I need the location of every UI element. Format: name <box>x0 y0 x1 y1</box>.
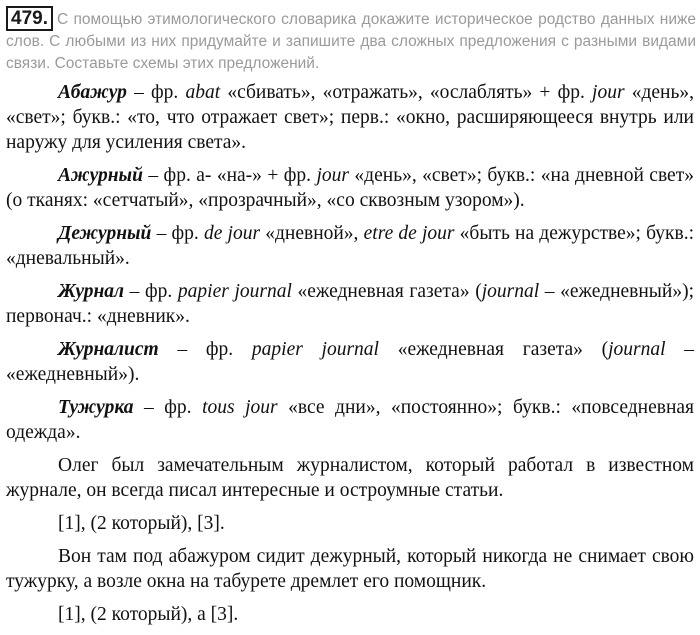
entry-text: «ежедневная газета» ( <box>378 339 609 360</box>
foreign-word: papier journal <box>177 281 292 302</box>
foreign-word: tous jour <box>202 397 278 418</box>
etymology-entry <box>6 395 694 445</box>
foreign-word: abat <box>185 82 221 103</box>
entry-term: Дежурный <box>58 223 152 244</box>
foreign-word: jour <box>316 165 349 186</box>
entry-text: – фр. а- «на-» + фр. <box>142 165 317 186</box>
entry-text: «все дни», «постоянно»; букв.: «повседневная одежда». <box>6 397 695 443</box>
task-instruction: С помощью этимологического словарика докажите историческое родство данных ниже слов. С любыми из них придумайте и запишите два сложных предложения с разными видами связи. Составьте схемы этих предложений. <box>6 11 696 72</box>
entry-text: «дневной», <box>260 223 364 244</box>
entry-text: – фр. <box>133 397 203 418</box>
entry-text: – фр. <box>126 82 186 103</box>
sentence-scheme-1: [1], (2 который), [3]. <box>58 513 225 534</box>
foreign-word: etre de jour <box>363 223 455 244</box>
etymology-entries <box>6 80 694 445</box>
entry-text: – «ежедневный»). <box>6 339 695 385</box>
foreign-word: de jour <box>203 223 261 244</box>
sentence-scheme-2: [1], (2 который), а [3]. <box>58 604 239 625</box>
entry-text: «сбивать», «отражать», «ослаблять» + фр. <box>220 82 593 103</box>
entry-text: – фр. <box>124 281 178 302</box>
etymology-entry <box>6 163 694 213</box>
etymology-entry <box>6 80 694 155</box>
entry-text: «день», «свет»; букв.: «то, что отражает свет»; перв.: «окно, расширяющееся внутрь или наружу для усиления света». <box>6 82 695 153</box>
etymology-entry <box>6 337 694 387</box>
example-sentence-1: Олег был замечательным журналистом, который работал в известном журнале, он всегда писал интересные и остроумные статьи. <box>6 455 694 501</box>
task-header <box>6 6 696 75</box>
entry-text: – «ежедневный»); первонач.: «дневник». <box>6 281 694 327</box>
entry-term: Тужурка <box>58 397 134 418</box>
answer-text <box>6 80 694 635</box>
etymology-entry <box>6 279 694 329</box>
entry-text: – фр. <box>158 339 252 360</box>
entry-term: Журнал <box>58 281 125 302</box>
entry-text: – фр. <box>151 223 204 244</box>
foreign-word: journal <box>608 339 666 360</box>
entry-text: «ежедневная газета» ( <box>291 281 482 302</box>
entry-term: Ажурный <box>58 165 143 186</box>
entry-text: «быть на дежурстве»; букв.: «дневальный». <box>6 223 695 269</box>
entry-term: Абажур <box>58 82 127 103</box>
foreign-word: jour <box>592 82 625 103</box>
entry-term: Журналист <box>58 339 159 360</box>
foreign-word: journal <box>481 281 540 302</box>
foreign-word: papier journal <box>251 339 379 360</box>
exercise-number: 479. <box>6 6 53 31</box>
etymology-entry <box>6 221 694 271</box>
example-sentence-2: Вон там под абажуром сидит дежурный, который никогда не снимает свою тужурку, а возле окна на табурете дремлет его помощник. <box>6 546 694 592</box>
entry-text: «день», «свет»; букв.: «на дневной свет» (о тканях: «сетчатый», «прозрачный», «со сквозным узором»). <box>6 165 694 211</box>
